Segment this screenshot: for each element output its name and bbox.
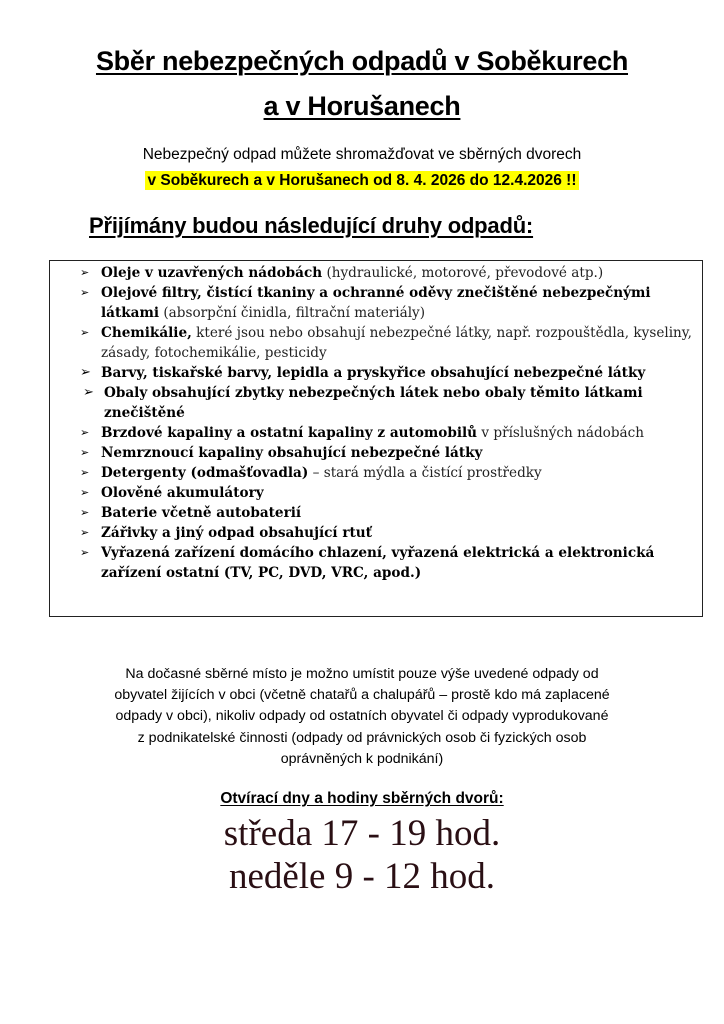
- item-detail-text: – stará mýdla a čistící prostředky: [308, 465, 542, 481]
- opening-hours-wednesday: středa 17 - 19 hod.: [223, 813, 501, 854]
- arrow-bullet-icon: ➢: [80, 526, 90, 539]
- arrow-bullet-icon: ➢: [80, 326, 90, 339]
- arrow-bullet-icon: ➢: [80, 446, 90, 459]
- collection-dates-highlight: v Soběkurech a v Horušanech od 8. 4. 2026 do 12.4.2026 !!: [147, 172, 577, 189]
- page-title-line-1: Sběr nebezpečných odpadů v Soběkurech: [95, 46, 629, 76]
- notice-line: oprávněných k podnikání): [280, 750, 444, 767]
- item-bold-text: Oleje v uzavřených nádobách: [101, 265, 323, 281]
- item-bold-text: Detergenty (odmašťovadla): [101, 465, 309, 481]
- item-bold-text: Barvy, tiskařské barvy, lepidla a pryskyřice obsahující nebezpečné látky: [101, 365, 646, 381]
- waste-types-list: [80, 263, 694, 583]
- notice-line: odpady v obci), nikoliv odpady od ostatních obyvatel či odpady vyprodukované: [115, 708, 609, 725]
- list-item: [80, 283, 694, 323]
- list-item: [80, 543, 694, 583]
- arrow-bullet-icon: ➢: [83, 385, 94, 400]
- list-item: [83, 383, 694, 423]
- item-detail-text: v příslušných nádobách: [477, 425, 645, 441]
- list-item: [80, 523, 694, 543]
- item-bold-text: Vyřazená zařízení domácího chlazení, vyřazená elektrická a elektronická zařízení ostatní (TV, PC, DVD, VRC, apod.): [101, 545, 655, 581]
- item-bold-text: Olověné akumulátory: [101, 485, 264, 501]
- notice-line: z podnikatelské činnosti (odpady od právnických osob či fyzických osob: [137, 729, 587, 746]
- intro-highlight-wrapper: [0, 172, 724, 190]
- opening-hours-sunday: neděle 9 - 12 hod.: [228, 856, 496, 897]
- list-item: [80, 503, 694, 523]
- item-detail-text: (absorpční činidla, filtrační materiály): [159, 305, 426, 321]
- list-item: [80, 443, 694, 463]
- arrow-bullet-icon: ➢: [80, 486, 90, 499]
- arrow-bullet-icon: ➢: [80, 365, 91, 380]
- item-detail-text: které jsou nebo obsahují nebezpečné látky, např. rozpouštědla, kyseliny, zásady, fotochemikálie, pesticidy: [101, 325, 693, 361]
- page-title-line-2: a v Horušanech: [263, 91, 461, 121]
- intro-text: Nebezpečný odpad můžete shromažďovat ve sběrných dvorech: [142, 146, 582, 163]
- item-bold-text: Brzdové kapaliny a ostatní kapaliny z automobilů: [101, 425, 478, 441]
- arrow-bullet-icon: ➢: [80, 466, 90, 479]
- accepted-waste-heading: Přijímány budou následující druhy odpadů:: [89, 213, 534, 238]
- list-item: [80, 323, 694, 363]
- arrow-bullet-icon: ➢: [80, 546, 90, 559]
- arrow-bullet-icon: ➢: [80, 286, 90, 299]
- notice-line: obyvatel žijících v obci (včetně chatařů a chalupářů – prostě kdo má zaplacené: [114, 687, 610, 704]
- item-bold-text: Olejové filtry, čistící tkaniny a ochranné oděvy znečištěné nebezpečnými látkami: [101, 285, 651, 321]
- list-item: [80, 263, 694, 283]
- item-bold-text: Baterie včetně autobaterií: [101, 505, 302, 521]
- notice-line: Na dočasné sběrné místo je možno umístit pouze výše uvedené odpady od: [125, 666, 599, 682]
- arrow-bullet-icon: ➢: [80, 266, 90, 279]
- arrow-bullet-icon: ➢: [80, 506, 90, 519]
- list-item: [80, 463, 694, 483]
- eligibility-notice: [0, 664, 724, 770]
- opening-hours-heading: Otvírací dny a hodiny sběrných dvorů:: [220, 790, 504, 807]
- item-bold-text: Zářivky a jiný odpad obsahující rtuť: [101, 525, 372, 541]
- item-bold-text: Nemrznoucí kapaliny obsahující nebezpečné látky: [101, 445, 483, 461]
- list-item: [80, 483, 694, 503]
- list-item: [80, 363, 694, 383]
- arrow-bullet-icon: ➢: [80, 426, 90, 439]
- item-bold-text: Obaly obsahující zbytky nebezpečných látek nebo obaly těmito látkami znečištěné: [104, 385, 643, 421]
- item-detail-text: (hydraulické, motorové, převodové atp.): [322, 265, 604, 281]
- waste-types-box: [49, 260, 703, 617]
- item-bold-text: Chemikálie,: [101, 325, 192, 341]
- list-item: [80, 423, 694, 443]
